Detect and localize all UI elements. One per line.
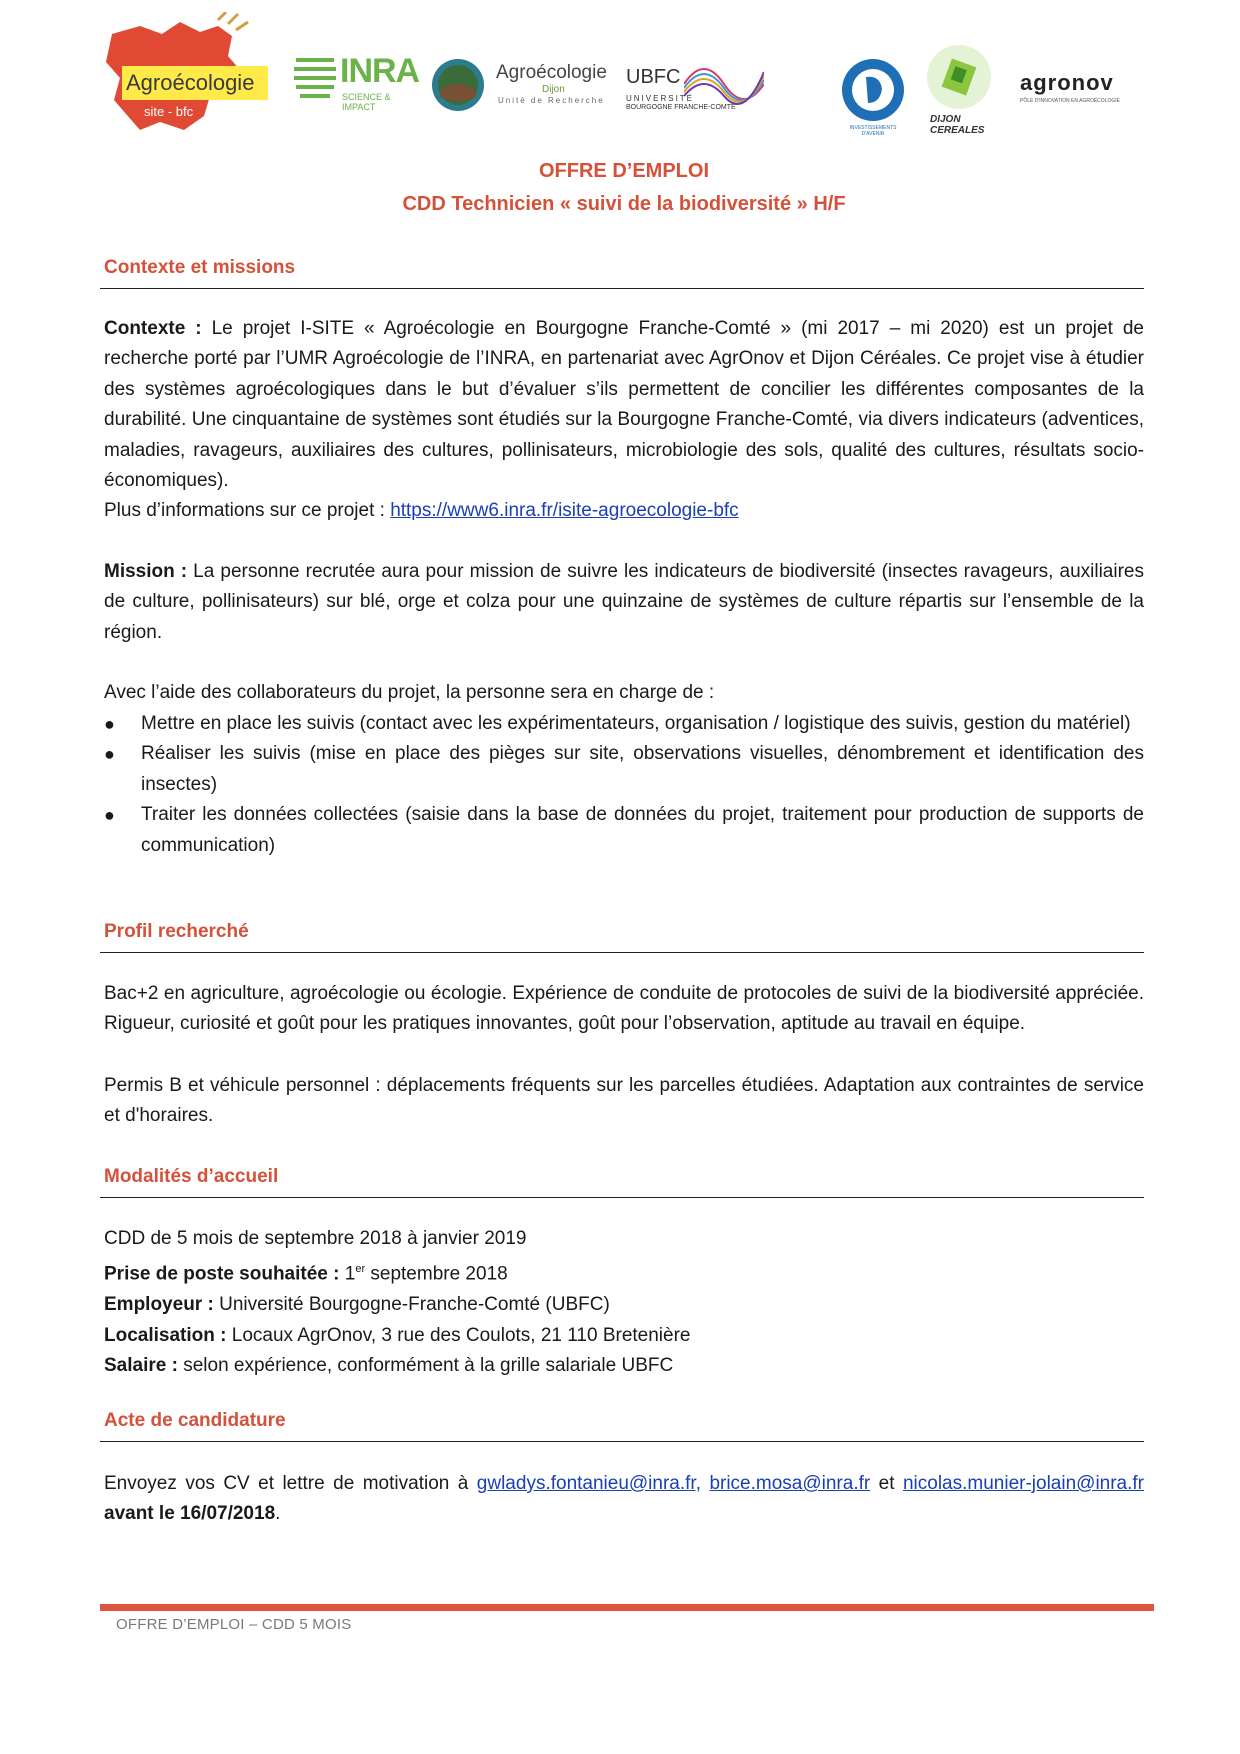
investissements-avenir-logo — [840, 57, 906, 137]
bullet-text: Mettre en place les suivis (contact avec les expérimentateurs, organisation / logistique des suivis, gestion du matériel) — [141, 713, 1131, 734]
list-item — [104, 739, 1144, 800]
salaire-line — [104, 1351, 1144, 1381]
prise-day: 1 — [339, 1263, 356, 1285]
ubfc-title: UBFC — [626, 66, 681, 88]
bullet-icon: ● — [104, 805, 115, 826]
footer-text: OFFRE D’EMPLOI – CDD 5 MOIS — [116, 1616, 352, 1633]
section-divider — [100, 952, 1144, 953]
contexte-label: Contexte : — [104, 318, 202, 339]
project-link[interactable]: https://www6.inra.fr/isite-agroecologie-bfc — [390, 500, 739, 522]
agronov-sub: PÔLE D'INNOVATION EN AGROÉCOLOGIE — [1020, 98, 1120, 104]
inra-logo — [290, 52, 420, 112]
earth-logo — [430, 57, 486, 113]
section-divider — [100, 1441, 1144, 1442]
salaire-value: selon expérience, conformément à la grille salariale UBFC — [177, 1354, 674, 1376]
ubfc-logo — [626, 54, 766, 124]
agroecologie-dijon-logo — [496, 62, 616, 112]
agro-dijon-title: Agroécologie — [496, 62, 607, 83]
profil-paragraph-1: Bac+2 en agriculture, agroécologie ou écologie. Expérience de conduite de protocoles de suivi de la biodiversité appréciée. Rigueur, curiosité et goût pour les pratiques innovantes, goût pour l’observation, aptitude au travail en équipe. — [104, 983, 1144, 1035]
footer-bar — [100, 1604, 1154, 1611]
mission-paragraph — [104, 557, 1144, 648]
contexte-text: Le projet I-SITE « Agroécologie en Bourgogne Franche-Comté » (mi 2017 – mi 2020) est un projet de recherche porté par l’UMR Agroécologie de l’INRA, en partenariat avec AgrOnov et Dijon Céréales. Ce projet vise à étudier des systèmes agroécologiques dans le but d’évaluer s’ils permettent de concilier les différentes composantes de la durabilité. Une cinquantaine de systèmes sont étudiés sur la Bourgogne Franche-Comté, via divers indicateurs (adventices, maladies, ravageurs, auxiliaires des cultures, pollinisateurs, microbiologie des sols, qualité des cultures, résultats socio-économiques). — [104, 318, 1144, 492]
mission-intro: Avec l’aide des collaborateurs du projet, la personne sera en charge de : — [104, 682, 715, 703]
prise-label: Prise de poste souhaitée : — [104, 1263, 340, 1285]
employeur-value: Université Bourgogne-Franche-Comté (UBFC) — [213, 1294, 610, 1316]
avenir-text: INVESTISSEMENTS D'AVENIR — [849, 125, 897, 137]
bullet-icon: ● — [104, 744, 115, 765]
contexte-paragraph — [104, 314, 1144, 527]
localisation-label: Localisation : — [104, 1324, 227, 1346]
list-item — [104, 800, 1144, 861]
mission-bullets — [104, 709, 1144, 861]
section-heading-modalites: Modalités d’accueil — [104, 1166, 279, 1187]
duree-line: CDD de 5 mois de septembre 2018 à janvier 2019 — [104, 1228, 527, 1249]
candidature-paragraph — [104, 1469, 1144, 1530]
prise-sup: er — [355, 1263, 366, 1276]
dijon-cereales-text: DIJON CEREALES — [930, 114, 985, 136]
prise-rest: septembre 2018 — [365, 1263, 508, 1285]
bullet-text: Réaliser les suivis (mise en place des pièges sur site, observations visuelles, dénombrement et identification des insectes) — [141, 743, 1144, 795]
agroecologie-logo-sub: site - bfc — [144, 104, 194, 119]
prise-de-poste-line — [104, 1254, 1144, 1290]
localisation-line — [104, 1321, 1144, 1351]
agro-dijon-unit: Unité de Recherche — [498, 96, 605, 105]
dijon-cereales-logo — [924, 42, 1004, 136]
ubfc-sub2: BOURGOGNE FRANCHE-COMTÉ — [626, 104, 736, 111]
mission-label: Mission : — [104, 561, 188, 582]
candidature-end: . — [275, 1503, 281, 1525]
agro-dijon-sub: Dijon — [542, 84, 565, 95]
ubfc-sub1: UNIVERSITÉ — [626, 94, 695, 103]
bullet-icon: ● — [104, 714, 115, 734]
offer-subtitle: CDD Technicien « suivi de la biodiversité » H/F — [402, 193, 846, 215]
inra-logo-sub: SCIENCE & IMPACT — [342, 92, 391, 112]
candidature-deadline: avant le 16/07/2018 — [104, 1503, 276, 1525]
employeur-line — [104, 1290, 1144, 1320]
section-divider — [100, 1197, 1144, 1198]
salaire-label: Salaire : — [104, 1354, 178, 1376]
agronov-logo — [1020, 70, 1160, 110]
inra-logo-text: INRA — [340, 52, 420, 90]
more-info-text: Plus d’informations sur ce projet : — [104, 500, 391, 522]
section-heading-candidature: Acte de candidature — [104, 1410, 286, 1431]
offer-title: OFFRE D’EMPLOI — [539, 160, 709, 182]
modalites-block — [104, 1224, 1144, 1381]
logo-band — [100, 12, 1160, 152]
section-divider — [100, 288, 1144, 289]
section-heading-contexte: Contexte et missions — [104, 257, 296, 278]
candidature-et: et — [870, 1473, 903, 1494]
email-link-fontanieu[interactable]: gwladys.fontanieu@inra.fr, — [476, 1473, 701, 1494]
agronov-text: agronov — [1020, 70, 1114, 95]
bullet-text: Traiter les données collectées (saisie dans la base de données du projet, traitement pour production de supports de communication) — [141, 804, 1144, 856]
profil-paragraph-2: Permis B et véhicule personnel : déplacements fréquents sur les parcelles étudiées. Adaptation aux contraintes de service et d'horaires. — [104, 1075, 1144, 1127]
inra-leaf-icon — [290, 52, 340, 102]
mission-text: La personne recrutée aura pour mission de suivre les indicateurs de biodiversité (insectes ravageurs, auxiliaires de culture, pollinisateurs) sur blé, orge et colza pour une quinzaine de systèmes de culture répartis sur l’ensemble de la région. — [104, 561, 1144, 643]
email-link-mosa[interactable]: brice.mosa@inra.fr — [709, 1473, 871, 1494]
candidature-intro: Envoyez vos CV et lettre de motivation à — [104, 1473, 477, 1494]
section-heading-profil: Profil recherché — [104, 921, 249, 942]
agroecologie-logo-text: Agroécologie — [126, 70, 255, 95]
localisation-value: Locaux AgrOnov, 3 rue des Coulots, 21 110 Bretenière — [226, 1324, 691, 1346]
email-link-munier-jolain[interactable]: nicolas.munier-jolain@inra.fr — [902, 1473, 1145, 1494]
employeur-label: Employeur : — [104, 1294, 214, 1316]
list-item — [104, 709, 1144, 739]
agroecologie-bfc-logo — [100, 12, 280, 142]
